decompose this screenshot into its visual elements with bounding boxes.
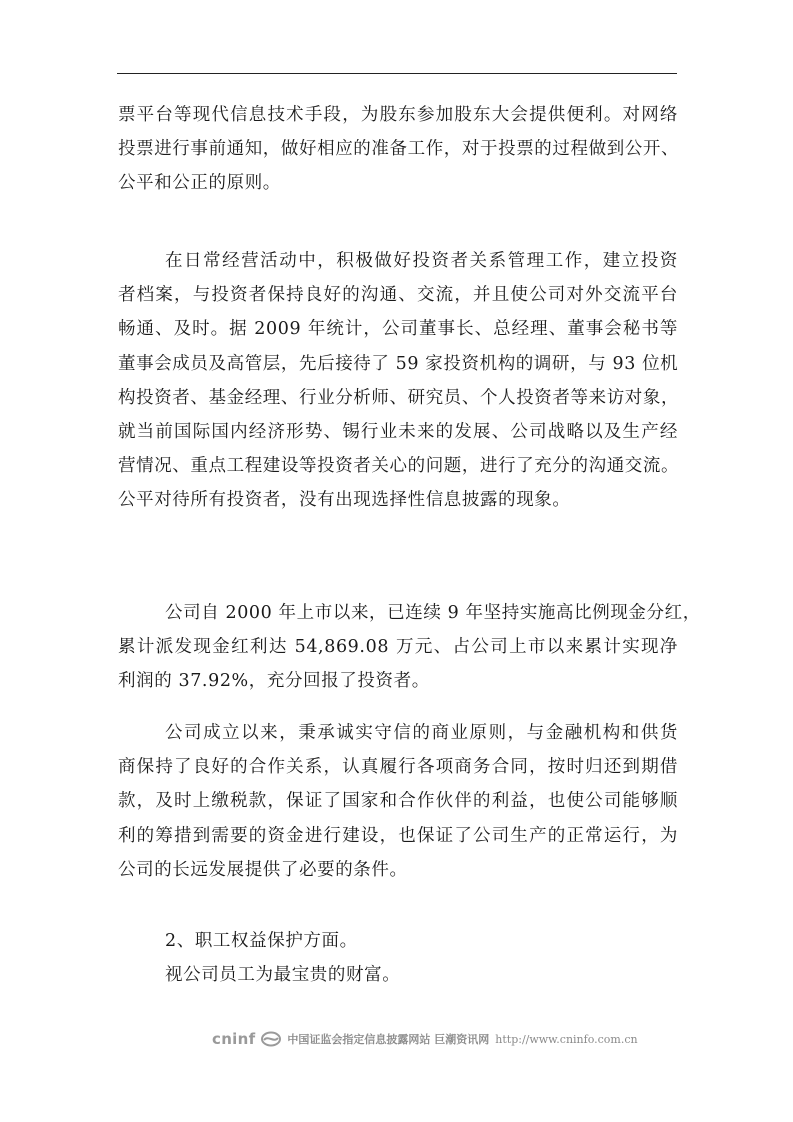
text-line: 公司成立以来，秉承诚实守信的商业原则，与金融机构和供货	[165, 723, 678, 743]
text-line: 公平对待所有投资者，没有出现选择性信息披露的现象。	[118, 490, 571, 511]
paragraph-voting-platform	[118, 98, 678, 201]
text-line: 累计派发现金红利达 54,869.08 万元、占公司上市以来累计实现净	[118, 637, 678, 658]
text-line: 利的筹措到需要的资金进行建设，也保证了公司生产的正常运行，为	[118, 825, 678, 846]
text-line: 董事会成员及高管层，先后接待了 59 家投资机构的调研，与 93 位机	[118, 353, 679, 374]
text-line: 视公司员工为最宝贵的财富。	[165, 965, 401, 985]
text-line: 公平和公正的原则。	[118, 173, 281, 194]
text-line: 营情况、重点工程建设等投资者关心的问题，进行了充分的沟通交流。	[118, 456, 680, 477]
footer-url-link[interactable]: http://www.cninfo.com.cn	[495, 1032, 638, 1046]
paragraph-investor-relations	[118, 244, 678, 518]
text-line: 构投资者、基金经理、行业分析师、研究员、个人投资者等来访对象，	[118, 387, 680, 408]
text-line: 商保持了良好的合作关系，认真履行各项商务合同，按时归还到期借	[118, 757, 678, 778]
text-line: 款，及时上缴税款，保证了国家和合作伙伴的利益，也使公司能够顺	[118, 791, 678, 812]
header-rule	[117, 73, 677, 74]
footer-site-name: 中国证监会指定信息披露网站 巨潮资讯网	[287, 1033, 490, 1046]
text-line: 就当前国际国内经济形势、锡行业未来的发展、公司战略以及生产经	[118, 422, 678, 443]
text-line: 公司自 2000 年上市以来，已连续 9 年坚持实施高比例现金分红，	[165, 603, 701, 623]
text-line: 畅通、及时。据 2009 年统计，公司董事长、总经理、董事会秘书等	[118, 319, 678, 340]
text-line: 2、职工权益保护方面。	[165, 931, 358, 951]
cninfo-swirl-icon	[261, 1031, 281, 1047]
section-heading-employee-rights	[118, 924, 678, 958]
text-line: 公司的长远发展提供了必要的条件。	[118, 859, 408, 880]
text-line: 票平台等现代信息技术手段，为股东参加股东大会提供便利。对网络	[118, 105, 678, 125]
paragraph-creditor-relations	[118, 716, 678, 887]
text-line: 在日常经营活动中，积极做好投资者关系管理工作，建立投资	[165, 251, 678, 271]
text-line: 利润的 37.92%，充分回报了投资者。	[118, 671, 430, 692]
paragraph-dividends	[118, 596, 701, 699]
text-line: 投票进行事前通知，做好相应的准备工作，对于投票的过程做到公开、	[118, 139, 680, 160]
text-line: 者档案，与投资者保持良好的沟通、交流，并且使公司对外交流平台	[118, 285, 678, 306]
page-footer	[212, 1028, 638, 1050]
paragraph-employees	[118, 958, 678, 992]
cninfo-logo-text: cninf	[212, 1030, 256, 1048]
